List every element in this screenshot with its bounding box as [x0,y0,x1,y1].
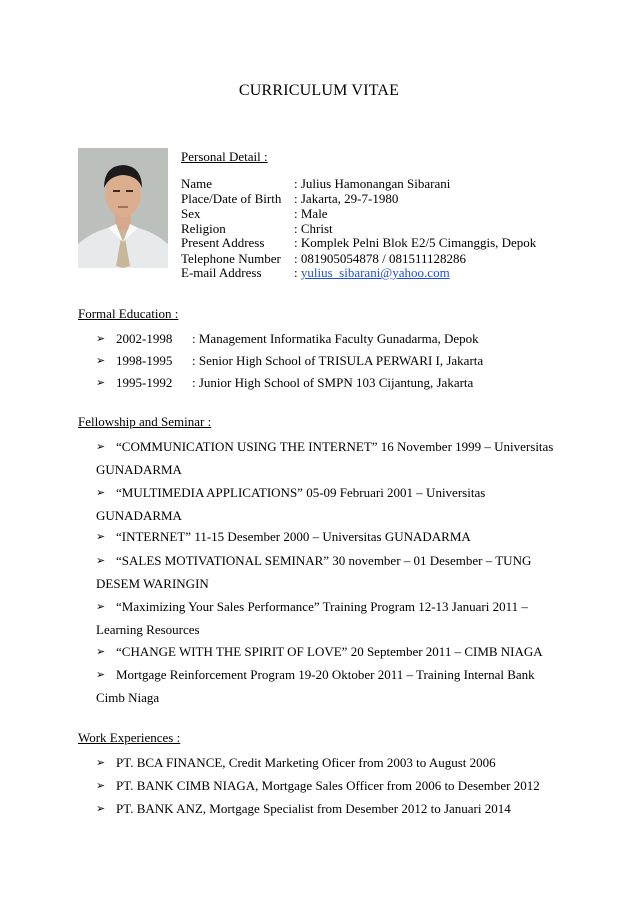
fellowship-line: “Maximizing Your Sales Performance” Training Program 12-13 Januari 2011 – [116,599,528,614]
fellowship-line: “COMMUNICATION USING THE INTERNET” 16 November 1999 – Universitas [116,439,554,454]
detail-value [294,265,450,281]
arrow-bullet-icon: ➢ [96,333,106,345]
arrow-bullet-icon: ➢ [96,780,106,792]
arrow-bullet-icon: ➢ [96,646,106,658]
arrow-bullet-icon: ➢ [96,555,106,567]
detail-label: Religion [181,221,226,236]
personal-detail-heading: Personal Detail : [181,149,268,164]
detail-value: : Christ [294,221,333,236]
detail-label: E-mail Address [181,265,262,280]
work-heading: Work Experiences : [78,730,181,745]
detail-value: : Jakarta, 29-7-1980 [294,191,399,206]
fellowship-line: “SALES MOTIVATIONAL SEMINAR” 30 november – 01 Desember – TUNG [116,553,532,568]
fellowship-line: DESEM WARINGIN [96,576,209,591]
arrow-bullet-icon: ➢ [96,441,106,453]
email-link[interactable]: yulius_sibarani@yahoo.com [300,265,450,280]
profile-photo [78,148,168,268]
detail-label: Sex [181,206,201,221]
arrow-bullet-icon: ➢ [96,355,106,367]
fellowship-line: GUNADARMA [96,462,182,477]
education-desc: : Junior High School of SMPN 103 Cijantung, Jakarta [192,375,474,390]
fellowship-line: Mortgage Reinforcement Program 19-20 Oktober 2011 – Training Internal Bank [116,667,535,682]
arrow-bullet-icon: ➢ [96,531,106,543]
education-desc: : Senior High School of TRISULA PERWARI I, Jakarta [192,353,484,368]
work-line: PT. BANK ANZ, Mortgage Specialist from Desember 2012 to Januari 2014 [116,801,511,816]
detail-label: Place/Date of Birth [181,191,282,206]
fellowship-line: Learning Resources [96,622,200,637]
detail-value: : 081905054878 / 081511128286 [294,251,467,266]
detail-value: : Julius Hamonangan Sibarani [294,176,451,191]
fellowship-line: “CHANGE WITH THE SPIRIT OF LOVE” 20 September 2011 – CIMB NIAGA [116,644,543,659]
detail-label: Name [181,176,213,191]
work-line: PT. BANK CIMB NIAGA, Mortgage Sales Officer from 2006 to Desember 2012 [116,778,540,793]
education-years: 1995-1992 [116,375,173,390]
fellowship-heading: Fellowship and Seminar : [78,414,212,429]
arrow-bullet-icon: ➢ [96,757,106,769]
education-years: 1998-1995 [116,353,173,368]
education-desc: : Management Informatika Faculty Gunadarma, Depok [192,331,479,346]
fellowship-line: “INTERNET” 11-15 Desember 2000 – Universitas GUNADARMA [116,529,471,544]
work-line: PT. BCA FINANCE, Credit Marketing Oficer from 2003 to August 2006 [116,755,496,770]
arrow-bullet-icon: ➢ [96,601,106,613]
fellowship-line: Cimb Niaga [96,690,160,705]
email-prefix: : [294,265,301,280]
detail-label: Telephone Number [181,251,281,266]
arrow-bullet-icon: ➢ [96,487,106,499]
detail-value: : Komplek Pelni Blok E2/5 Cimanggis, Depok [294,235,537,250]
arrow-bullet-icon: ➢ [96,377,106,389]
detail-label: Present Address [181,235,265,250]
fellowship-line: “MULTIMEDIA APPLICATIONS” 05-09 Februari 2001 – Universitas [116,485,486,500]
education-heading: Formal Education : [78,306,179,321]
arrow-bullet-icon: ➢ [96,803,106,815]
document-title: CURRICULUM VITAE [238,82,400,99]
detail-value: : Male [294,206,328,221]
education-years: 2002-1998 [116,331,173,346]
fellowship-line: GUNADARMA [96,508,182,523]
arrow-bullet-icon: ➢ [96,669,106,681]
